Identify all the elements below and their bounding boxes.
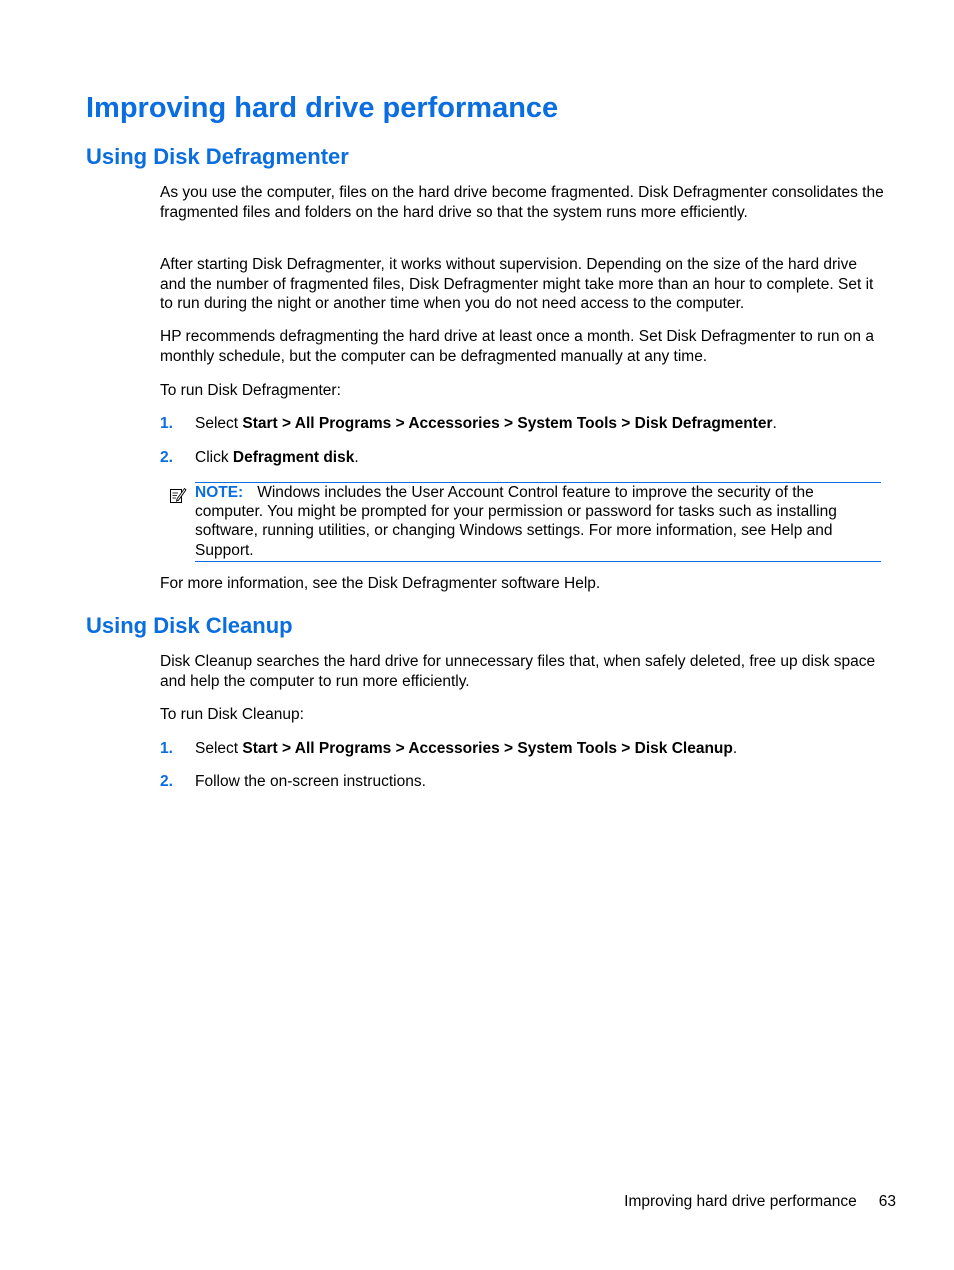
footer-running-title: Improving hard drive performance <box>624 1193 857 1210</box>
step-suffix: . <box>354 449 359 466</box>
paragraph-defrag-schedule: HP recommends defragmenting the hard drive at least once a month. Set Disk Defragmenter to run on a monthly schedule, but the computer can be defragmented manually at any time. <box>160 328 874 365</box>
note-body: Windows includes the User Account Control feature to improve the security of the computer. You might be prompted for your permission or password for tasks such as installing software, running utilities, or changing Windows settings. For more information, see Help and Support. <box>195 484 837 559</box>
step-number: 2. <box>160 449 173 466</box>
paragraph-defrag-supervision: After starting Disk Defragmenter, it works without supervision. Depending on the size of the hard drive and the number of fragmented files, Disk Defragmenter might take more than an hour to complete. Set it to run during the night or another time when you do not need access to the computer. <box>160 256 874 313</box>
page-number: 63 <box>878 1193 896 1210</box>
step-number: 1. <box>160 740 173 757</box>
step-prefix: Click <box>195 449 233 466</box>
step-suffix: . <box>732 740 738 757</box>
paragraph-defrag-run-intro: To run Disk Defragmenter: <box>160 382 341 399</box>
section-heading-disk-defragmenter: Using Disk Defragmenter <box>86 144 349 169</box>
step-number: 2. <box>160 773 173 790</box>
step-text <box>195 448 359 468</box>
note-text <box>195 483 881 560</box>
step-prefix: Select <box>195 415 243 432</box>
note-box <box>195 482 881 562</box>
step-text <box>195 739 737 759</box>
page-footer <box>624 1192 896 1212</box>
paragraph-defrag-help: For more information, see the Disk Defragmenter software Help. <box>160 575 601 592</box>
section-heading-disk-cleanup: Using Disk Cleanup <box>86 613 293 638</box>
step-prefix: Select <box>195 740 243 757</box>
paragraph-cleanup-intro: Disk Cleanup searches the hard drive for unnecessary files that, when safely deleted, free up disk space and help the computer to run more efficiently. <box>160 653 876 690</box>
paragraph-defrag-intro: As you use the computer, files on the hard drive become fragmented. Disk Defragmenter consolidates the fragmented files and folders on the hard drive so that the system runs more efficiently. <box>160 184 884 221</box>
step-menu-path: Start > All Programs > Accessories > System Tools > Disk Cleanup <box>242 740 733 757</box>
page-title: Improving hard drive performance <box>86 92 559 124</box>
step-menu-path: Start > All Programs > Accessories > System Tools > Disk Defragmenter <box>242 415 773 432</box>
step-button-name: Defragment disk <box>232 449 355 466</box>
note-label: NOTE: <box>195 484 244 501</box>
step-suffix: . <box>772 415 777 432</box>
step-text <box>195 414 777 434</box>
note-pencil-icon <box>169 486 187 504</box>
paragraph-cleanup-run-intro: To run Disk Cleanup: <box>160 706 304 723</box>
step-text: Follow the on-screen instructions. <box>195 773 426 790</box>
step-number: 1. <box>160 415 173 432</box>
